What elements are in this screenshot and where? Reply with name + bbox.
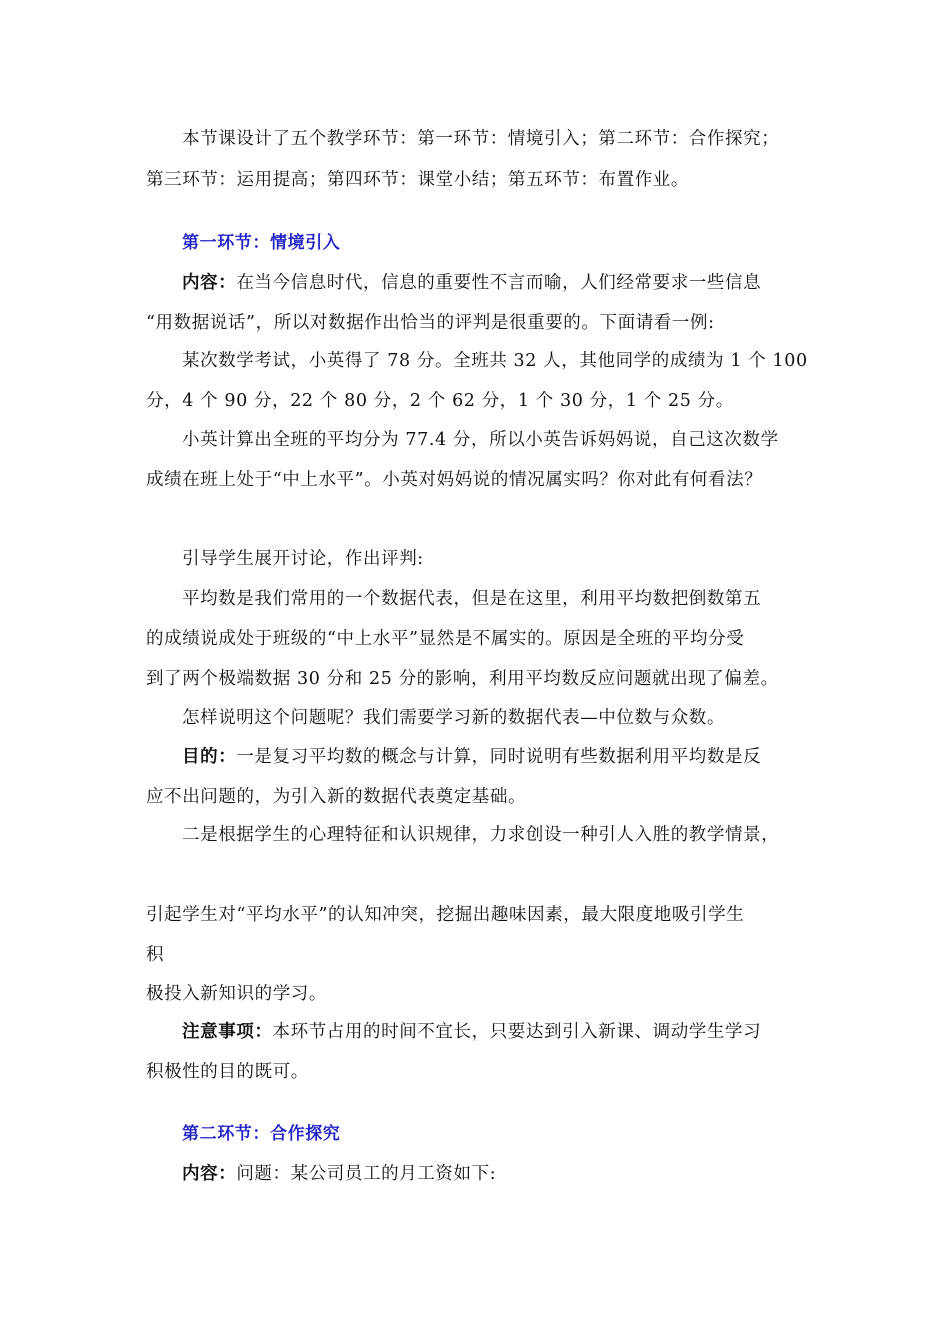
question-line-1: 小英计算出全班的平均分为 77.4 分，所以小英告诉妈妈说，自己这次数学 (182, 430, 779, 450)
note-label: 注意事项： (182, 1022, 273, 1042)
section2-content-text: 问题：某公司员工的月工资如下: (236, 1164, 497, 1184)
purpose-label: 目的： (182, 747, 237, 767)
section1-content-paragraph (182, 271, 761, 295)
purpose-line-2: 应不出问题的，为引入新的数据代表奠定基础。 (146, 787, 527, 807)
purpose-paragraph (182, 745, 761, 769)
analysis-line-4: 怎样说明这个问题呢？我们需要学习新的数据代表—中位数与众数。 (182, 708, 725, 728)
purpose-line-4: 引起学生对“平均水平”的认知冲突，挖掘出趣味因素，最大限度地吸引学生 (146, 905, 745, 925)
section2-content-paragraph (182, 1162, 496, 1186)
guide-line: 引导学生展开讨论，作出评判: (182, 549, 424, 569)
section1-heading: 第一环节：情境引入 (182, 233, 341, 253)
section1-content-line-2: “用数据说话”，所以对数据作出恰当的评判是很重要的。下面请看一例: (146, 313, 715, 333)
purpose-text: 一是复习平均数的概念与计算，同时说明有些数据利用平均数是反 (236, 747, 762, 767)
content-text: 在当今信息时代，信息的重要性不言而喻，人们经常要求一些信息 (236, 273, 762, 293)
note-text: 本环节占用的时间不宜长，只要达到引入新课、调动学生学习 (272, 1022, 762, 1042)
intro-line-1: 本节课设计了五个教学环节：第一环节：情境引入；第二环节：合作探究； (182, 129, 780, 149)
purpose-line-3: 二是根据学生的心理特征和认识规律，力求创设一种引人入胜的教学情景， (182, 825, 780, 845)
note-paragraph (182, 1020, 761, 1044)
section2-heading: 第二环节：合作探究 (182, 1124, 341, 1144)
intro-line-2: 第三环节：运用提高；第四环节：课堂小结；第五环节：布置作业。 (146, 170, 689, 190)
section2-content-label: 内容： (182, 1164, 237, 1184)
note-line-2: 积极性的目的既可。 (146, 1062, 309, 1082)
analysis-line-1: 平均数是我们常用的一个数据代表，但是在这里，利用平均数把倒数第五 (182, 589, 762, 609)
purpose-line-5: 积 (146, 945, 165, 965)
purpose-line-6: 极投入新知识的学习。 (146, 984, 327, 1004)
content-label: 内容： (182, 273, 237, 293)
analysis-line-3: 到了两个极端数据 30 分和 25 分的影响，利用平均数反应问题就出现了偏差。 (146, 669, 779, 689)
example-line-2: 分，4 个 90 分，22 个 80 分，2 个 62 分，1 个 30 分，1 个 25 分。 (146, 391, 734, 411)
question-line-2: 成绩在班上处于“中上水平”。小英对妈妈说的情况属实吗？你对此有何看法？ (146, 470, 763, 490)
example-line-1: 某次数学考试，小英得了 78 分。全班共 32 人，其他同学的成绩为 1 个 100 (182, 351, 808, 371)
analysis-line-2: 的成绩说成处于班级的“中上水平”显然是不属实的。原因是全班的平均分受 (146, 629, 745, 649)
